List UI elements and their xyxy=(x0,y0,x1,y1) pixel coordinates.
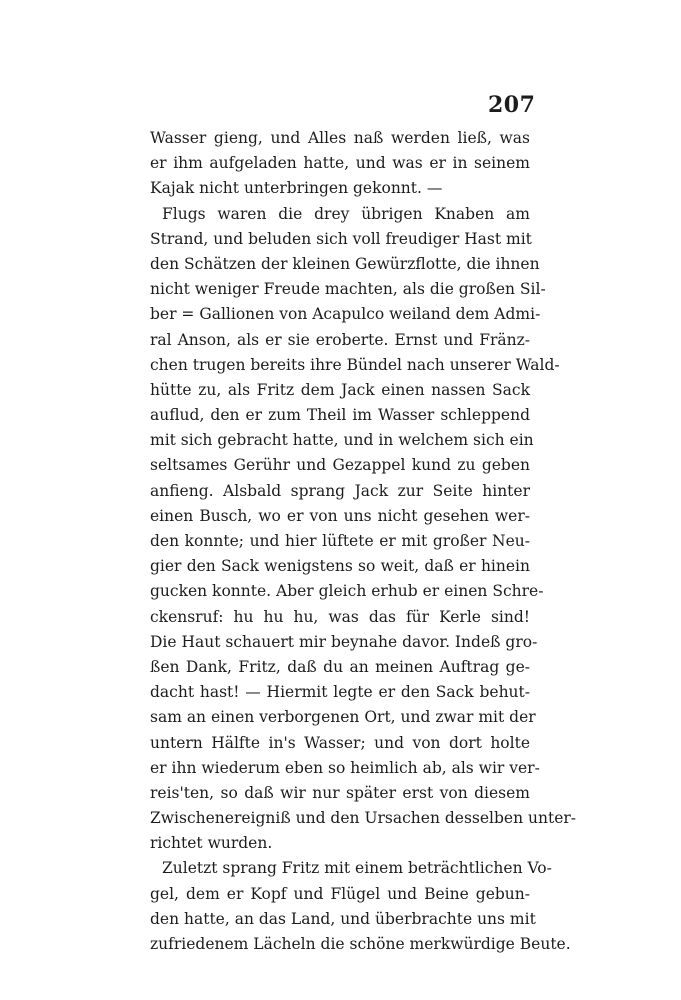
text-line: ßen Dank, Fritz, daß du an meinen Auftrag ge- xyxy=(150,657,530,676)
page-number: 207 xyxy=(488,92,536,118)
text-line: ral Anson, als er sie eroberte. Ernst und Fränz- xyxy=(150,330,530,349)
text-line: den hatte, an das Land, und überbrachte uns mit xyxy=(150,909,536,928)
paragraph-3 xyxy=(150,856,571,957)
text-line: auflud, den er zum Theil im Wasser schleppend xyxy=(150,406,530,425)
text-line: er ihm aufgeladen hatte, und was er in seinem xyxy=(150,154,530,173)
text-line: ckensruf: hu hu hu, was das für Kerle sind! xyxy=(150,607,530,626)
text-line: gier den Sack wenigstens so weit, daß er hinein xyxy=(150,557,530,576)
body-text xyxy=(150,126,577,957)
text-line: Wasser gieng, und Alles naß werden ließ, was xyxy=(150,129,530,147)
text-line: gucken konnte. Aber gleich erhub er einen Schre- xyxy=(150,582,544,601)
text-line: ber = Gallionen von Acapulco weiland dem Admi- xyxy=(150,305,541,324)
text-line: Flugs waren die drey übrigen Knaben am xyxy=(162,204,530,223)
text-line: seltsames Gerühr und Gezappel kund zu geben xyxy=(150,456,530,475)
text-line: nicht weniger Freude machten, als die großen Sil- xyxy=(150,280,546,299)
text-line: den Schätzen der kleinen Gewürzflotte, die ihnen xyxy=(150,254,540,273)
text-line: Zuletzt sprang Fritz mit einem beträchtlichen Vo- xyxy=(162,859,552,878)
text-line: chen trugen bereits ihre Bündel nach unserer Wald- xyxy=(150,355,560,374)
text-line: er ihn wiederum eben so heimlich ab, als wir ver- xyxy=(150,758,540,777)
text-line: Strand, und beluden sich voll freudiger Hast mit xyxy=(150,229,532,248)
text-line: zufriedenem Lächeln die schöne merkwürdige Beute. xyxy=(150,935,571,953)
text-line: sam an einen verborgenen Ort, und zwar mit der xyxy=(150,708,536,727)
text-line: einen Busch, wo er von uns nicht gesehen wer- xyxy=(150,506,530,525)
text-line: hütte zu, als Fritz dem Jack einen nassen Sack xyxy=(150,380,530,399)
text-line: den konnte; und hier lüftete er mit großer Neu- xyxy=(150,532,530,550)
paragraph-2 xyxy=(150,202,577,857)
text-line: dacht hast! — Hiermit legte er den Sack behut- xyxy=(150,683,530,702)
text-line: Zwischenereigniß und den Ursachen desselben unter- xyxy=(150,809,577,828)
paragraph-1 xyxy=(150,126,530,202)
text-line: anfieng. Alsbald sprang Jack zur Seite hinter xyxy=(150,481,530,500)
text-line: Die Haut schauert mir beynahe davor. Indeß gro- xyxy=(150,632,538,651)
text-line: untern Hälfte in's Wasser; und von dort holte xyxy=(150,733,530,752)
text-line: Kajak nicht unterbringen gekonnt. — xyxy=(150,179,443,198)
text-line: gel, dem er Kopf und Flügel und Beine gebun- xyxy=(150,884,530,903)
text-line: reis'ten, so daß wir nur später erst von diesem xyxy=(150,783,530,802)
text-line: mit sich gebracht hatte, und in welchem sich ein xyxy=(150,431,534,450)
text-line: richtet wurden. xyxy=(150,834,273,853)
